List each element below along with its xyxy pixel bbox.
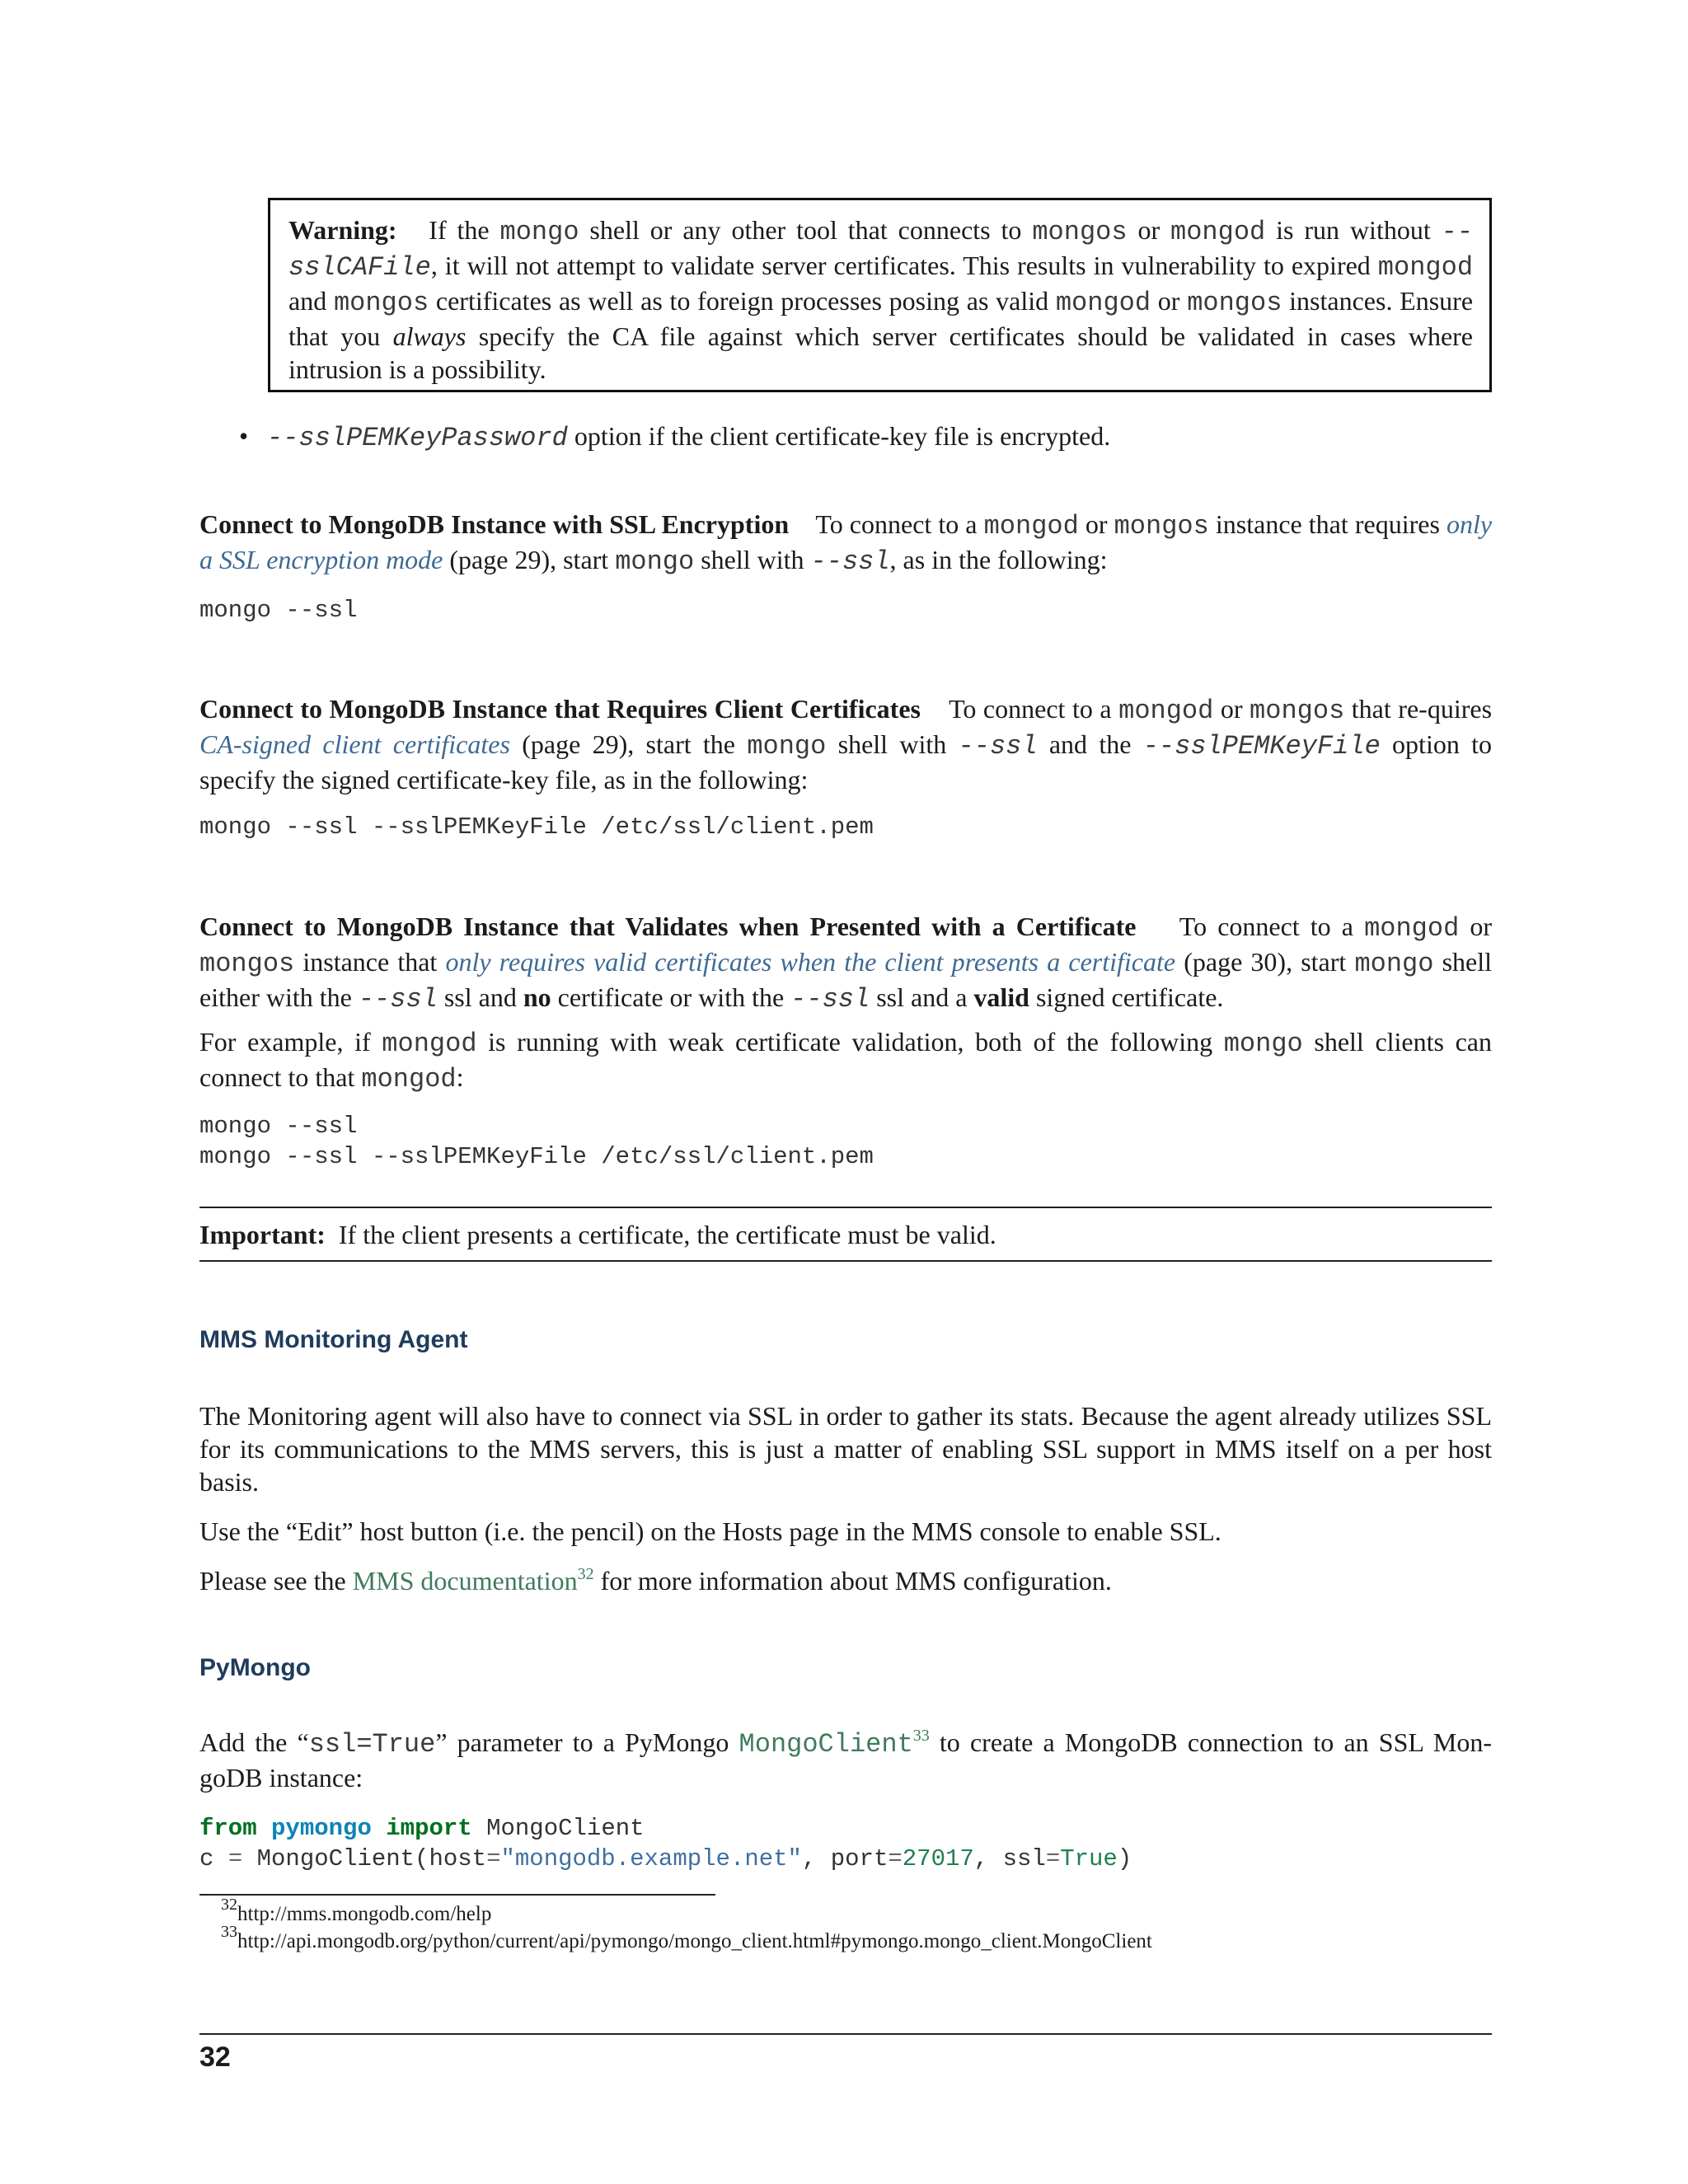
footnote-ref-33[interactable]: 33 xyxy=(912,1727,930,1745)
bullet-item: • --sslPEMKeyPassword option if the client certificate-key file is encrypted. xyxy=(239,421,1111,453)
important-bottom-rule xyxy=(199,1260,1492,1262)
code-ssl: mongo --ssl xyxy=(199,597,358,624)
footnote-33-url[interactable]: http://api.mongodb.org/python/current/api/pymongo/mongo_client.html#pymongo.mongo_client.MongoClient xyxy=(237,1930,1152,1952)
ssl-encryption-mode-link[interactable]: only a SSL encryption mode xyxy=(199,509,1493,574)
code-example-1: mongo --ssl xyxy=(199,1113,358,1140)
ssl-encryption-heading: Connect to MongoDB Instance with SSL Encryption xyxy=(199,509,790,539)
mms-documentation-link[interactable]: MMS documentation xyxy=(352,1566,578,1596)
code-client-cert: mongo --ssl --sslPEMKeyFile /etc/ssl/client.pem xyxy=(199,813,874,841)
footnote-33: $^{33}$http://api.mongodb.org/python/current/api/pymongo/mongo_client.html#pymongo.mongo_client.MongoClient xyxy=(221,1923,1152,1952)
mms-paragraph-1: The Monitoring agent will also have to connect via SSL in order to gather its stats. Because the agent already utilizes SSL for its communications to the MMS servers, this is just a matter of enabling SSL support in MMS itself on a per host basis. xyxy=(199,1401,1492,1497)
important-note: Important: If the client presents a certificate, the certificate must be valid. xyxy=(199,1220,996,1249)
pymongo-paragraph: Add the “ssl=True” parameter to a PyMongo MongoClient$^{33}$ to create a MongoDB connection to an SSL Mon-goDB instance: xyxy=(199,1727,1493,1793)
bullet-dot: • xyxy=(239,421,249,451)
ca-signed-certs-link[interactable]: CA-signed client certificates xyxy=(199,729,510,759)
client-certs-paragraph: Connect to MongoDB Instance that Requires Client Certificates To connect to a mongod or mongos that re-quires CA-signed client certificates (page 29), start the mongo shell with --ssl and the --sslPEMKeyFile option to specify the signed certificate-key file, as in the following: xyxy=(199,694,1493,794)
pymongo-section-title: PyMongo xyxy=(199,1654,311,1681)
footnote-32-url[interactable]: http://mms.mongodb.com/help xyxy=(237,1903,492,1925)
pymongo-code-line-2: c = MongoClient(host="mongodb.example.net", port=27017, ssl=True) xyxy=(199,1845,1132,1872)
valid-certs-link[interactable]: only requires valid certificates when the client presents a certificate xyxy=(445,947,1176,977)
mongoclient-link[interactable]: MongoClient xyxy=(738,1729,913,1760)
code-example-2: mongo --ssl --sslPEMKeyFile /etc/ssl/client.pem xyxy=(199,1143,874,1170)
footnote-32: $^{32}$http://mms.mongodb.com/help xyxy=(221,1896,492,1925)
warning-box xyxy=(268,198,1492,392)
page-number: 32 xyxy=(199,2041,231,2073)
warning-label: Warning: xyxy=(288,215,397,245)
validates-paragraph: Connect to MongoDB Instance that Validates when Presented with a Certificate To connect to a mongod or mongos instance that only requires valid certificates when the client presents a certificate (page 30), start mongo shell either with the --ssl ssl and no certificate or with the --ssl ssl and a valid signed certificate. xyxy=(199,912,1493,1015)
sslcafile-option: --sslCAFile xyxy=(288,217,1474,283)
mms-section-title: MMS Monitoring Agent xyxy=(199,1326,468,1353)
important-label: Important: xyxy=(199,1220,326,1249)
pymongo-code-line-1: from pymongo import MongoClient xyxy=(199,1815,645,1842)
important-top-rule xyxy=(199,1207,1492,1208)
mms-paragraph-2: Use the “Edit” host button (i.e. the pencil) on the Hosts page in the MMS console to enable SSL. xyxy=(199,1516,1221,1546)
example-paragraph: For example, if mongod is running with weak certificate validation, both of the following mongo shell clients can connect to that mongod: xyxy=(199,1027,1493,1094)
footer-rule xyxy=(199,2033,1492,2035)
warning-text: Warning: If the mongo shell or any other tool that connects to mongos or mongod is run without --sslCAFile, it will not attempt to validate server certificates. This results in vulnerability to expired mongod and mongos certificates as well as to foreign processes posing as valid mongod or mongos instances. Ensure that you always specify the CA file against which server certificates should be validated in cases where intrusion is a possibility. xyxy=(288,215,1474,384)
footnote-rule xyxy=(199,1894,715,1896)
sslpemkeypassword-option: --sslPEMKeyPassword xyxy=(267,423,568,453)
mms-paragraph-3: Please see the MMS documentation$^{32}$ for more information about MMS configuration. xyxy=(199,1565,1112,1596)
validates-heading: Connect to MongoDB Instance that Validates when Presented with a Certificate xyxy=(199,912,1137,941)
ssl-encryption-paragraph: Connect to MongoDB Instance with SSL Encryption To connect to a mongod or mongos instance that requires only a SSL encryption mode (page 29), start mongo shell with --ssl, as in the following: xyxy=(199,509,1493,577)
client-certs-heading: Connect to MongoDB Instance that Requires Client Certificates xyxy=(199,694,921,724)
footnote-ref-32[interactable]: 32 xyxy=(577,1565,594,1583)
